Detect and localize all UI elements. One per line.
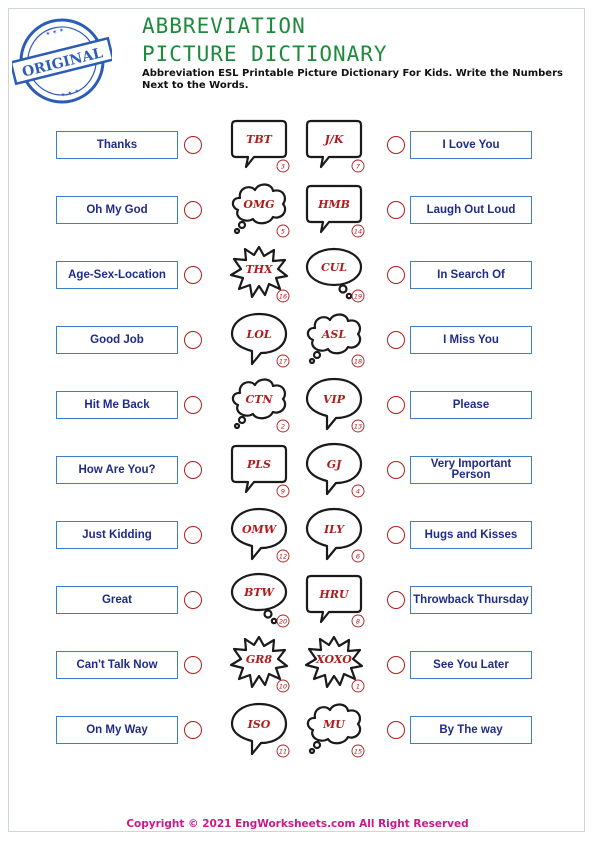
answer-circle-right[interactable]: [387, 331, 405, 349]
copyright-footer: Copyright © 2021 EngWorksheets.com All Right Reserved: [126, 818, 469, 830]
page-title-line1: ABBREVIATION: [142, 14, 306, 38]
bubble-number: 9: [280, 487, 286, 496]
bubble-number: 3: [280, 162, 286, 171]
answer-circle-left[interactable]: [184, 136, 202, 154]
bubble-number: 6: [355, 552, 361, 561]
page-subtitle: Abbreviation ESL Printable Picture Dictionary For Kids. Write the Numbers Next to the Words.: [142, 68, 563, 91]
bubble-abbreviation: MU: [323, 718, 345, 731]
right-word-box: In Search Of: [410, 261, 532, 289]
left-word-box: Hit Me Back: [56, 391, 178, 419]
answer-circle-left[interactable]: [184, 591, 202, 609]
page-title-line2: PICTURE DICTIONARY: [142, 42, 388, 66]
answer-circle-left[interactable]: [184, 461, 202, 479]
bubble-abbreviation: TBT: [246, 133, 272, 146]
bubble-number: 11: [278, 747, 288, 756]
bubble-number: 12: [278, 552, 288, 561]
bubble-abbreviation: XOXO: [316, 653, 352, 666]
speech-bubble-right-3: [303, 245, 365, 301]
speech-bubble-right-10: [303, 700, 365, 756]
speech-bubble-right-5: [303, 375, 365, 431]
answer-circle-right[interactable]: [387, 656, 405, 674]
right-word-box: Very Important Person: [410, 456, 532, 484]
answer-circle-right[interactable]: [387, 201, 405, 219]
speech-bubble-right-1: [303, 115, 365, 171]
left-word-box: On My Way: [56, 716, 178, 744]
left-word-box: Age-Sex-Location: [56, 261, 178, 289]
bubble-number: 8: [355, 617, 361, 626]
speech-bubble-right-9: [303, 635, 365, 691]
right-word-box: I Miss You: [410, 326, 532, 354]
speech-bubble-left-3: [228, 245, 290, 301]
svg-text:✶ ✶ ✶: ✶ ✶ ✶: [60, 87, 81, 100]
answer-circle-right[interactable]: [387, 526, 405, 544]
right-word-box: Please: [410, 391, 532, 419]
left-word-box: How Are You?: [56, 456, 178, 484]
speech-bubble-right-7: [303, 505, 365, 561]
answer-circle-right[interactable]: [387, 591, 405, 609]
bubble-abbreviation: GJ: [326, 458, 342, 471]
answer-circle-left[interactable]: [184, 526, 202, 544]
left-word-box: Great: [56, 586, 178, 614]
left-word-box: Just Kidding: [56, 521, 178, 549]
bubble-number: 16: [278, 292, 288, 301]
stamp-text: ORIGINAL: [20, 45, 105, 81]
answer-circle-left[interactable]: [184, 201, 202, 219]
bubble-number: 17: [278, 357, 288, 366]
bubble-abbreviation: ISO: [247, 718, 271, 731]
bubble-number: 20: [278, 617, 288, 626]
answer-circle-left[interactable]: [184, 656, 202, 674]
bubble-number: 19: [353, 292, 363, 301]
bubble-abbreviation: OMG: [243, 198, 275, 211]
answer-circle-left[interactable]: [184, 396, 202, 414]
bubble-abbreviation: PLS: [247, 458, 271, 471]
right-word-box: See You Later: [410, 651, 532, 679]
left-word-box: Can't Talk Now: [56, 651, 178, 679]
bubble-abbreviation: LOL: [246, 328, 272, 341]
bubble-number: 2: [280, 422, 286, 431]
bubble-abbreviation: OMW: [241, 523, 277, 536]
bubble-abbreviation: GR8: [245, 653, 273, 666]
speech-bubble-left-7: [228, 505, 290, 561]
bubble-number: 1: [355, 682, 361, 691]
bubble-abbreviation: BTW: [244, 586, 274, 599]
speech-bubble-right-8: [303, 570, 365, 626]
answer-circle-right[interactable]: [387, 266, 405, 284]
bubble-abbreviation: ASL: [321, 328, 347, 341]
answer-circle-left[interactable]: [184, 331, 202, 349]
answer-circle-left[interactable]: [184, 266, 202, 284]
bubble-abbreviation: CUL: [320, 261, 348, 274]
left-word-box: Good Job: [56, 326, 178, 354]
right-word-box: Hugs and Kisses: [410, 521, 532, 549]
bubble-abbreviation: THX: [245, 263, 273, 276]
right-word-box: Laugh Out Loud: [410, 196, 532, 224]
bubble-number: 5: [280, 227, 286, 236]
speech-bubble-left-9: [228, 635, 290, 691]
bubble-abbreviation: HMB: [318, 198, 350, 211]
speech-bubble-left-4: [228, 310, 290, 366]
left-word-box: Thanks: [56, 131, 178, 159]
left-word-box: Oh My God: [56, 196, 178, 224]
speech-bubble-left-2: [228, 180, 290, 236]
bubble-abbreviation: HRU: [319, 588, 349, 601]
original-stamp-logo: [12, 16, 112, 106]
bubble-number: 15: [353, 747, 363, 756]
answer-circle-right[interactable]: [387, 461, 405, 479]
bubble-abbreviation: ILY: [323, 523, 345, 536]
bubble-abbreviation: J/K: [324, 133, 344, 146]
answer-circle-left[interactable]: [184, 721, 202, 739]
speech-bubble-left-10: [228, 700, 290, 756]
answer-circle-right[interactable]: [387, 721, 405, 739]
speech-bubble-right-4: [303, 310, 365, 366]
bubble-abbreviation: CTN: [245, 393, 273, 406]
speech-bubble-left-6: [228, 440, 290, 496]
right-word-box: By The way: [410, 716, 532, 744]
bubble-number: 14: [353, 227, 363, 236]
speech-bubble-right-6: [303, 440, 365, 496]
speech-bubble-left-5: [228, 375, 290, 431]
right-word-box: I Love You: [410, 131, 532, 159]
answer-circle-right[interactable]: [387, 136, 405, 154]
bubble-number: 10: [278, 682, 288, 691]
speech-bubble-left-8: [228, 570, 290, 626]
right-word-box: Throwback Thursday: [410, 586, 532, 614]
speech-bubble-left-1: [228, 115, 290, 171]
bubble-number: 7: [355, 162, 361, 171]
svg-text:✶ ✶ ✶: ✶ ✶ ✶: [44, 26, 65, 39]
bubble-number: 18: [353, 357, 363, 366]
answer-circle-right[interactable]: [387, 396, 405, 414]
speech-bubble-right-2: [303, 180, 365, 236]
bubble-number: 4: [355, 487, 361, 496]
bubble-abbreviation: VIP: [323, 393, 345, 406]
bubble-number: 13: [353, 422, 363, 431]
